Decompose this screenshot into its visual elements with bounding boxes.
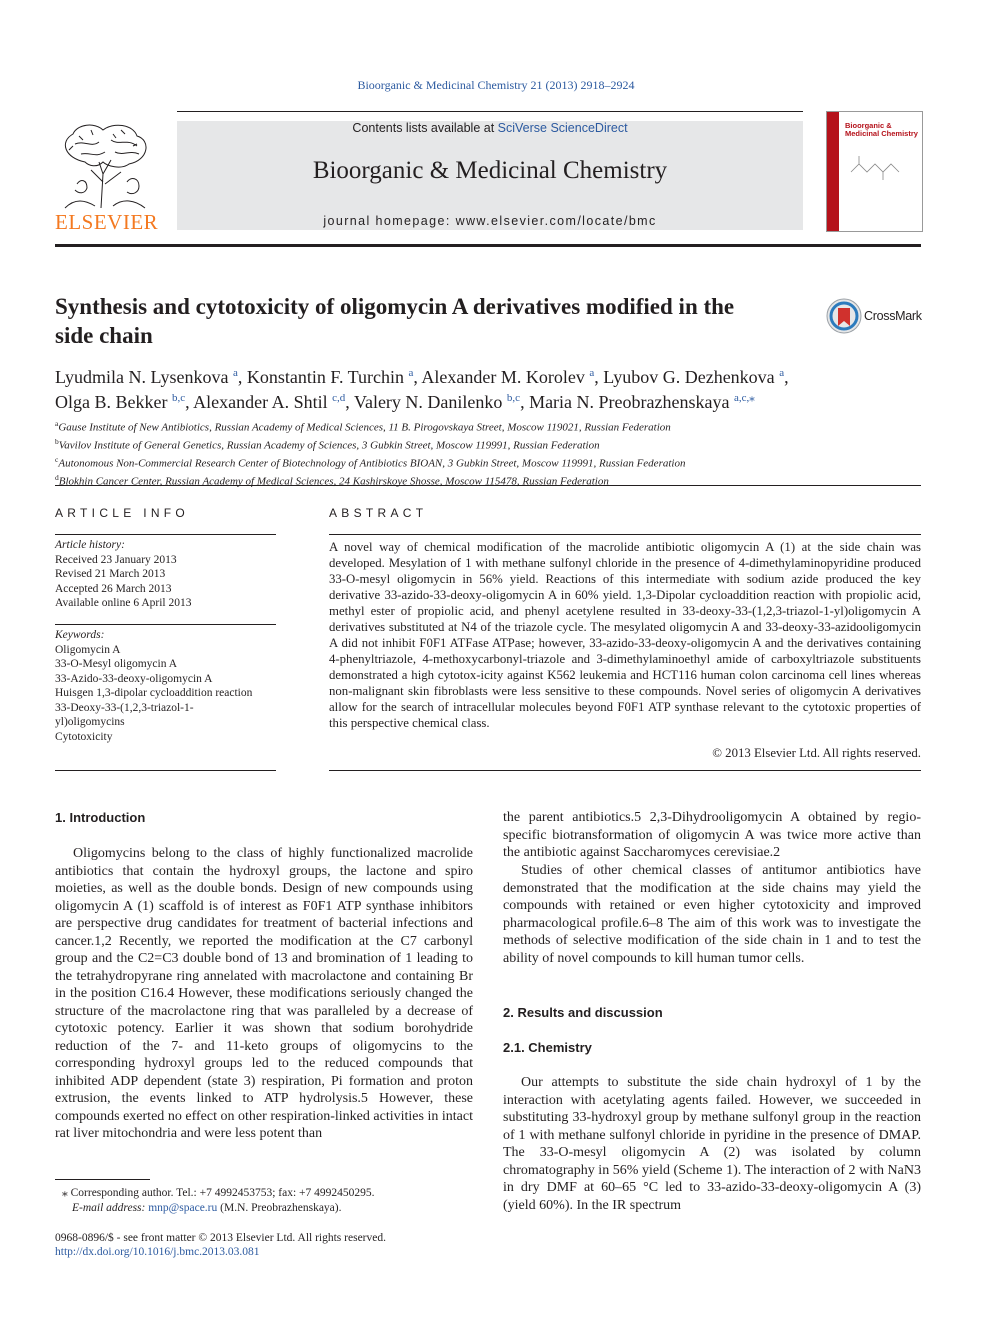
- author[interactable]: Alexander M. Korolev: [421, 367, 585, 387]
- email-suffix: (M.N. Preobrazhenskaya).: [217, 1202, 342, 1214]
- contents-line: [177, 121, 803, 136]
- header-thick-rule: [55, 244, 921, 247]
- email-label: E-mail address:: [72, 1202, 149, 1214]
- author-list: [55, 363, 935, 413]
- author-affiliation-mark[interactable]: c,d: [332, 392, 346, 404]
- author[interactable]: Maria N. Preobrazhenskaya: [529, 392, 730, 412]
- author[interactable]: Lyubov G. Dezhenkova: [603, 367, 775, 387]
- corresponding-author-note: ⁎ Corresponding author. Tel.: +7 4992453753; fax: +7 4992450295.: [62, 1187, 375, 1199]
- author[interactable]: Valery N. Danilenko: [353, 392, 503, 412]
- author-separator: ,: [413, 367, 422, 387]
- author-affiliation-mark[interactable]: a: [408, 367, 414, 379]
- keywords-label: Keywords:: [55, 629, 105, 641]
- author-separator: ,: [237, 367, 247, 387]
- issn-line: 0968-0896/$ - see front matter © 2013 Elsevier Ltd. All rights reserved.: [55, 1232, 386, 1244]
- keywords: [55, 628, 276, 744]
- keyword: Oligomycin A: [55, 643, 121, 656]
- journal-cover-thumbnail[interactable]: [826, 111, 923, 232]
- journal-name: Bioorganic & Medicinal Chemistry: [312, 157, 668, 184]
- affiliation-text: Gause Institute of New Antibiotics, Russian Academy of Medical Sciences, 11 B. Pirogovskaya Street, Moscow 119021, Russian Federation: [58, 421, 671, 434]
- author-affiliation-mark[interactable]: a: [779, 367, 785, 379]
- contents-prefix: Contents lists available at: [352, 121, 498, 135]
- author-affiliation-mark[interactable]: a: [232, 367, 238, 379]
- author[interactable]: Olga B. Bekker: [55, 392, 168, 412]
- affiliation-text: Autonomous Non-Commercial Research Center of Biotechnology of Antibiotics BIOAN, 3 Gubkin Street, Moscow 119991, Russian Federation: [58, 457, 686, 470]
- history-online: Available online 6 April 2013: [55, 597, 192, 609]
- affiliation: [55, 471, 935, 489]
- header-rule: [177, 111, 803, 112]
- author-affiliation-mark[interactable]: b,c: [506, 392, 521, 404]
- author[interactable]: Lyudmila N. Lysenkova: [55, 367, 229, 387]
- affiliation-text: Vavilov Institute of General Genetics, Russian Academy of Sciences, 3 Gubkin Street, Moscow 119991, Russian Federation: [58, 439, 600, 452]
- affiliation-label: a: [55, 419, 59, 428]
- author-separator: ,: [594, 367, 604, 387]
- footnote-rule: [55, 1179, 150, 1180]
- abstract-rule-bottom: [329, 770, 921, 771]
- email-link[interactable]: mnp@space.ru: [148, 1202, 218, 1214]
- article-info-heading: ARTICLE INFO: [55, 506, 190, 520]
- author[interactable]: Konstantin F. Turchin: [246, 367, 404, 387]
- author-separator: ,: [784, 367, 789, 387]
- homepage-prefix: journal homepage:: [323, 214, 456, 228]
- keyword: Cytotoxicity: [55, 730, 113, 743]
- history-revised: Revised 21 March 2013: [55, 568, 166, 580]
- section-results-heading: 2. Results and discussion: [503, 1005, 663, 1020]
- affiliation-text: Blokhin Cancer Center, Russian Academy of Medical Sciences, 24 Kashirskoye Shosse, Moscow 115478, Russian Federation: [58, 476, 609, 489]
- abstract-heading: ABSTRACT: [329, 506, 428, 520]
- section-chemistry-heading: 2.1. Chemistry: [503, 1040, 592, 1055]
- author-line-1: [55, 363, 935, 388]
- journal-homepage: [177, 214, 803, 228]
- chemistry-paragraph: Our attempts to substitute the side chain hydroxyl of 1 by the interaction with acetylating agents failed. However, we succeeded in substituting 33-hydroxyl group by methane sulfonyl group in the reaction of 1 with methane sulfonyl chloride in pyridine in the presence of DMAP. The 33-O-mesyl oligomycin A (2) was isolated by column chromatography in 56% yield (Scheme 1). The interaction of 2 with NaN3 in dry DMF at 60–65 °C led to 33-azido-33-deoxy-oligomycin A (3) (yield 60%). In the IR spectrum: [503, 1075, 921, 1213]
- author-separator: ,: [185, 392, 194, 412]
- abstract-copyright: © 2013 Elsevier Ltd. All rights reserved.: [712, 746, 921, 760]
- affiliation-label: d: [55, 473, 59, 483]
- cover-strip: [827, 112, 839, 231]
- affiliation: [55, 453, 935, 471]
- author-line-2: [55, 388, 935, 413]
- author-affiliation-mark[interactable]: a: [589, 367, 595, 379]
- intro-paragraph-2: the parent antibiotics.5 2,3-Dihydrooligomycin A obtained by regio-specific biotransformation of oligomycin A was twice more active than the antibiotic against Saccharomyces cerevisiae.2: [503, 810, 921, 860]
- history-accepted: Accepted 26 March 2013: [55, 582, 172, 595]
- author-separator: ,: [520, 392, 530, 412]
- cover-title: Bioorganic & Medicinal Chemistry: [845, 121, 918, 138]
- crossmark-icon[interactable]: [826, 298, 862, 334]
- sciencedirect-link[interactable]: SciVerse ScienceDirect: [497, 121, 628, 135]
- elsevier-tree-logo-icon: [55, 122, 155, 210]
- author-separator: ,: [345, 392, 354, 412]
- section-introduction-heading: 1. Introduction: [55, 810, 146, 825]
- abstract-text: A novel way of chemical modification of the macrolide antibiotic oligomycin A (1) at the side chain was developed. Mesylation of 1 with methane sulfonyl chloride in the presence of 4-dimethylaminopyridine produced 33-O-mesyl oligomycin in 56% yield. Reactions of this intermediate with sodium azide produced the key derivative 33-azido-33-deoxy-oligomycin A in 60% yield. 1,3-Dipolar cycloaddition reaction with propiolic acid, methyl ester of propiolic acid, and phenyl acetylene resulted in 33-deoxy-33-(1,2,3-triazol-1-yl)oligomycin A derivatives substituted at N4 of the triazole cycle. The mesylated oligomycin A and 33-deoxy-33-azidooligomycin A did not inhibit F0F1 ATFase ATPase; however, 33-azido-33-deoxy-oligomycin A and the derivatives containing 4-phenyltriazole, 4-methoxycarbonyl-triazole and 3-dimethylaminoethyl amide of carboxyltriazole substituents demonstrated a high cytotox-icity against K562 leukemia and HCT116 human colon carcinoma cell lines whereas non-malignant skin fibroblasts were less sensitive to these compounds. Novel series of oligomycin A derivatives allow for the search of intracellular molecules beyond F0F1 ATP synthase relevant to the cytotoxic properties of this perspective chemical class.: [329, 540, 921, 730]
- keyword: 33-Azido-33-deoxy-oligomycin A: [55, 672, 213, 685]
- keyword: Huisgen 1,3-dipolar cycloaddition reaction: [55, 687, 253, 699]
- article-history: [55, 538, 276, 611]
- info-rule-mid: [55, 624, 276, 625]
- affiliation-list: [55, 417, 935, 490]
- abstract-rule-top: [329, 534, 921, 535]
- keyword: 33-Deoxy-33-(1,2,3-triazol-1-yl)oligomycins: [55, 701, 194, 728]
- cover-molecule-icon: [849, 152, 909, 182]
- history-received: Received 23 January 2013: [55, 553, 177, 566]
- history-label: Article history:: [55, 539, 125, 551]
- article-title: Synthesis and cytotoxicity of oligomycin A derivatives modified in the side chain: [55, 294, 735, 348]
- author-affiliation-mark[interactable]: a,c,⁎: [733, 392, 755, 404]
- affiliation-label: c: [55, 455, 59, 465]
- journal-citation[interactable]: Bioorganic & Medicinal Chemistry 21 (2013) 2918–2924: [357, 78, 635, 92]
- intro-paragraph-3: Studies of other chemical classes of antitumor antibiotics have demonstrated that the modification at the side chains may yield the compounds with retained or even higher cytotoxicity and improved pharmacological profile.6–8 The aim of this work was to investigate the methods of selective modification of the side chain in 1 and to test the ability of novel compounds to kill human tumor cells.: [503, 863, 921, 966]
- affiliation-label: b: [55, 437, 59, 447]
- homepage-link[interactable]: www.elsevier.com/locate/bmc: [455, 214, 657, 228]
- elsevier-wordmark: ELSEVIER: [55, 210, 159, 234]
- info-rule-top: [55, 534, 276, 535]
- crossmark-label[interactable]: CrossMark: [864, 309, 922, 323]
- intro-paragraph-1: Oligomycins belong to the class of highly functionalized macrolide antibiotics that contain the hydroxyl groups, the lactone and spiro moieties, as well as the double bonds. Design of new compounds using oligomycin A (1) scaffold is of interest as F0F1 ATP synthase inhibitors are perspective drug candidates for treatment of bacterial infections and cancer.1,2 Recently, we reported the modification at the C7 carbonyl group and the C2=C3 double bond of 13 and bromination of 1 leading to the tetrahydropyrane ring annelated with macrolactone and containing Br in the position C16.4 However, these modifications seriously changed the structure of the macrolactone ring that was paralleled by a decrease of cytotoxic potency. Earlier it was shown that sodium borohydride reduction of the 7- and 11-keto groups of oligomycins to the corresponding hydroxyl groups led to the reduced compounds that inhibited ADP dependent (state 3) respiration, Pi formation and proton extrusion, the events linked to ATP hydrolysis.5 However, these compounds exerted no effect on other respiration-linked activities in intact rat liver mitochondria and were less potent than: [55, 846, 473, 1141]
- affiliation: [55, 417, 935, 435]
- author-affiliation-mark[interactable]: b,c: [171, 392, 186, 404]
- info-rule-bottom: [55, 770, 276, 771]
- author[interactable]: Alexander A. Shtil: [193, 392, 328, 412]
- affiliation: [55, 435, 935, 453]
- email-note: [72, 1201, 492, 1216]
- doi-link[interactable]: http://dx.doi.org/10.1016/j.bmc.2013.03.081: [55, 1246, 260, 1258]
- keyword: 33-O-Mesyl oligomycin A: [55, 658, 178, 670]
- affiliation-rule: [55, 485, 921, 486]
